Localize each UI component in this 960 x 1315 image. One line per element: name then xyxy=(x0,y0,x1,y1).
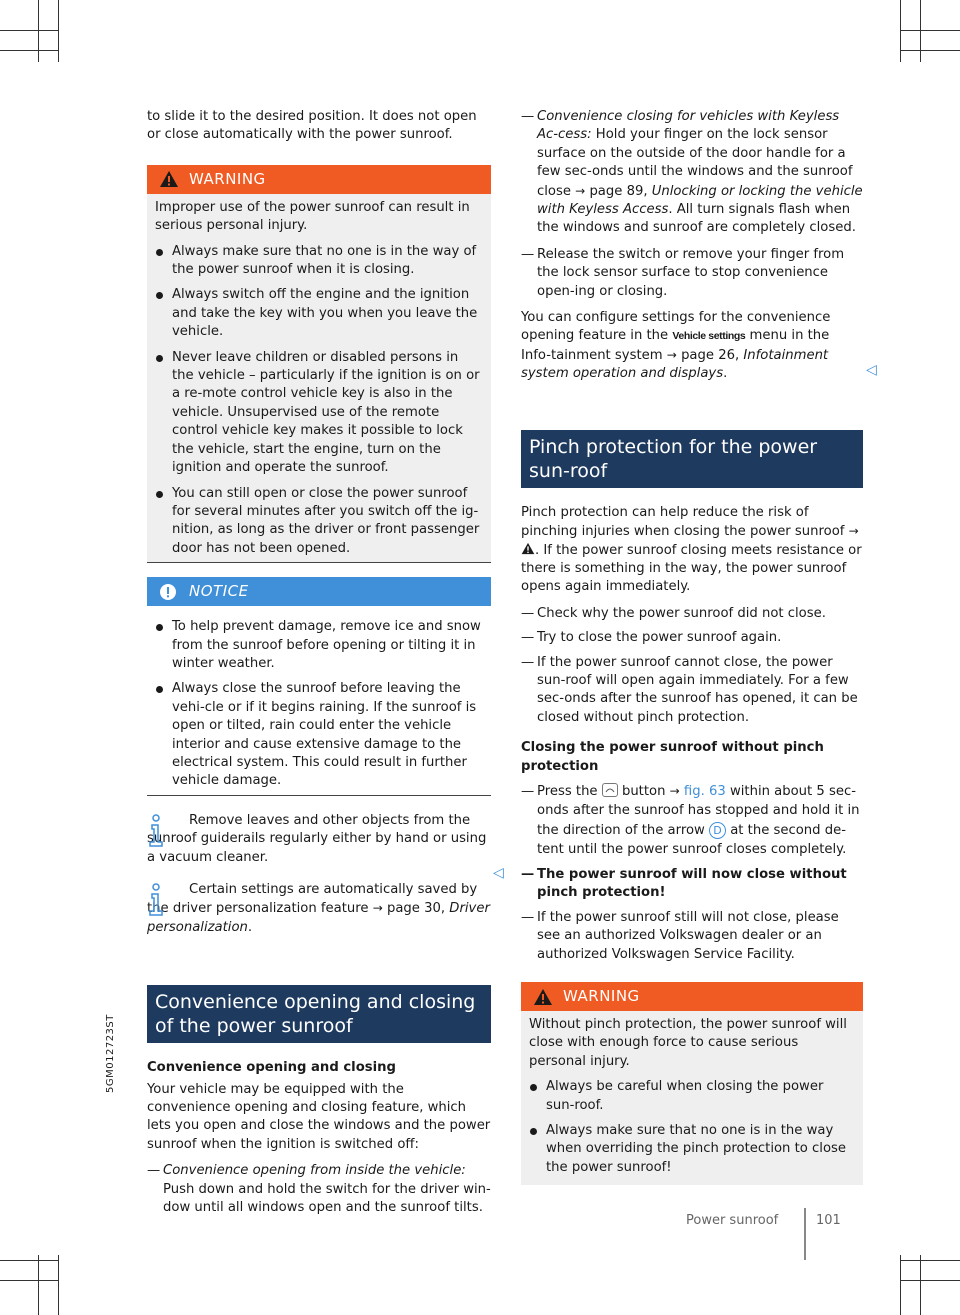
page-number: 101 xyxy=(816,1213,841,1228)
notice-bullet: Always close the sunroof before leaving the vehi-cle or if it begins raining. If the sunroof is open or tilted, rain could enter the vehicle interior and cause extensive damage to the electrical system. This could result in further vehicle damage. xyxy=(155,680,481,790)
footer-section: Power sunroof xyxy=(686,1213,779,1228)
right-column xyxy=(521,108,863,1185)
notice-body xyxy=(147,606,491,796)
end-marker-icon: ◁ xyxy=(493,865,504,881)
crop-mark xyxy=(900,1255,901,1315)
arrow-icon: → xyxy=(372,901,383,916)
crop-mark xyxy=(900,1280,960,1281)
warning-bullet: Always make sure that no one is in the way of the power sunroof when it is closing. xyxy=(155,243,481,280)
notice-header xyxy=(147,577,491,606)
notice-box xyxy=(147,577,491,796)
left-column xyxy=(147,108,491,1217)
warning-bullet: Always switch off the engine and the ignition and take the key with you when you leave the vehicle. xyxy=(155,286,481,341)
warning-box xyxy=(521,982,863,1185)
warning-bullet: Always be careful when closing the power sun-roof. xyxy=(529,1078,853,1115)
notice-icon xyxy=(159,583,177,601)
page-ref[interactable]: page 26, xyxy=(681,347,740,363)
dash-item: — Check why the power sunroof did not close. xyxy=(521,605,863,623)
dash-item: — Press the button → fig. 63 within about 5 sec-onds after the sunroof has stopped and hold it in the direction of the arrow D at the second de-tent until the power sunroof closes completely. xyxy=(521,782,863,860)
warning-body xyxy=(521,1011,863,1185)
paragraph: Pinch protection can help reduce the risk of pinching injuries when closing the power sunroof → . If the power sunroof closing meets resistance or there is something in the way, the power sunroof opens again immediately. xyxy=(521,504,862,595)
warning-box xyxy=(147,165,491,563)
crop-mark xyxy=(900,50,960,51)
dash-item: — Release the switch or remove your finger from the lock sensor surface to stop convenience open-ing or closing. xyxy=(521,246,863,301)
crop-mark xyxy=(900,30,960,31)
arrow-icon: → xyxy=(669,783,680,798)
crop-mark xyxy=(38,1255,39,1315)
dash-item: — Try to close the power sunroof again. xyxy=(521,629,863,647)
info-icon xyxy=(147,883,169,917)
dash-item: — Convenience opening from inside the vehicle: Push down and hold the switch for the driver win-dow until all windows open and the sunroof tilts. xyxy=(147,1162,491,1217)
info-note xyxy=(147,881,491,937)
subheading: Closing the power sunroof without pinch protection xyxy=(521,740,824,774)
dash-item: — Convenience closing for vehicles with Keyless Ac-cess: Hold your finger on the lock sensor surface on the outside of the door handle for a few sec-onds until the windows and the sunroof close → page 89, Unlocking or locking the vehicle with Keyless Access. All turn signals flash when the windows and sunroof are completely closed. xyxy=(521,108,863,238)
dash-item: — If the power sunroof still will not close, please see an authorized Volkswagen dealer or an authorized Volkswagen Service Facility. xyxy=(521,909,863,964)
warning-bullet: You can still open or close the power sunroof for several minutes after you switch off the ig-nition, as long as the driver or front passenger door has not been opened. xyxy=(155,485,481,559)
crop-mark xyxy=(0,50,58,51)
info-text: Certain settings are automatically saved by the driver personalization feature → page 30, Driver personalization. xyxy=(147,882,490,935)
crop-mark xyxy=(0,1280,58,1281)
info-text: Remove leaves and other objects from the sunroof guiderails regularly either by hand or using a vacuum cleaner. xyxy=(147,812,487,865)
notice-title: NOTICE xyxy=(189,582,249,601)
footer-divider xyxy=(804,1208,806,1260)
crop-mark xyxy=(900,1260,960,1261)
crop-mark xyxy=(38,0,39,62)
section-title: Pinch protection for the power sun-roof xyxy=(521,430,863,488)
callout-d: D xyxy=(709,822,726,839)
crop-mark xyxy=(58,0,59,62)
menu-name: Vehicle settings xyxy=(672,330,746,343)
warning-body xyxy=(147,194,491,563)
page-ref-title[interactable]: Unlocking or locking the vehicle with Keyless Access xyxy=(537,183,863,218)
page-ref[interactable]: page 30, xyxy=(386,901,446,917)
page-ref-title[interactable]: Infotainment system operation and displays xyxy=(521,347,829,382)
figure-link[interactable]: fig. 63 xyxy=(683,783,726,799)
warning-header xyxy=(521,982,863,1011)
arrow-icon: → xyxy=(848,524,859,539)
warning-title: WARNING xyxy=(189,170,266,189)
arrow-icon: → xyxy=(666,347,677,362)
warning-ref-icon[interactable] xyxy=(521,542,535,555)
crop-mark xyxy=(920,1255,921,1315)
side-code: 5GM012723ST xyxy=(105,1014,116,1093)
warning-title: WARNING xyxy=(563,987,640,1006)
crop-mark xyxy=(900,0,901,62)
paragraph: You can configure settings for the convenience opening feature in the Vehicle settings menu in the Info-tainment system → page 26, Infotainment system operation and displays. xyxy=(521,310,831,382)
crop-mark xyxy=(0,1260,58,1261)
page-ref[interactable]: page 89, xyxy=(589,183,648,199)
warning-lead: Improper use of the power sunroof can result in serious personal injury. xyxy=(155,199,470,234)
page-ref-title[interactable]: Driver personalization xyxy=(147,901,490,935)
warning-bullet: Always make sure that no one is in the way when overriding the pinch protection to close the power sunroof! xyxy=(529,1122,853,1177)
arrow-icon: → xyxy=(575,183,586,198)
intro-text: to slide it to the desired position. It does not open or close automatically with the power sunroof. xyxy=(147,109,477,143)
sunroof-button-icon xyxy=(602,783,618,797)
warning-bullet: Never leave children or disabled persons in the vehicle – particularly if the ignition is on or a re-mote control vehicle key is also in the vehicle. Unsupervised use of the remote control vehicle key makes it possible to lock the vehicle, start the engine, turn on the ignition and operate the sunroof. xyxy=(155,349,481,478)
section-title: Convenience opening and closing of the power sunroof xyxy=(147,985,491,1043)
crop-mark xyxy=(0,30,58,31)
subheading: Convenience opening and closing xyxy=(147,1060,396,1076)
warning-icon xyxy=(533,988,553,1006)
warning-header xyxy=(147,165,491,194)
dash-item: — If the power sunroof cannot close, the power sun-roof will open again immediately. For a few sec-onds after the sunroof has opened, it can be closed without pinch protection. xyxy=(521,654,863,728)
dash-item: — The power sunroof will now close without pinch protection! xyxy=(521,866,863,903)
info-note xyxy=(147,812,491,867)
warning-icon xyxy=(159,170,179,188)
crop-mark xyxy=(920,0,921,62)
end-marker-icon: ◁ xyxy=(866,362,877,378)
paragraph: Your vehicle may be equipped with the convenience opening and closing feature, which lets you open and close the windows and the power sunroof when the ignition is switched off: xyxy=(147,1081,491,1152)
warning-lead: Without pinch protection, the power sunroof will close with enough force to cause serious personal injury. xyxy=(529,1017,847,1069)
crop-mark xyxy=(58,1255,59,1315)
info-icon xyxy=(147,814,169,848)
notice-bullet: To help prevent damage, remove ice and snow from the sunroof before opening or tilting it in winter weather. xyxy=(155,618,481,673)
